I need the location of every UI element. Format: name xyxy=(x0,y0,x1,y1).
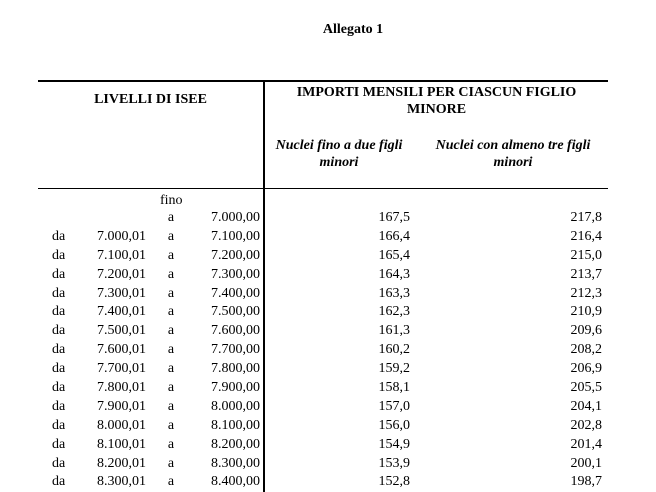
amount-two-children-cell: 153,9 xyxy=(378,455,410,471)
amount-two-children-cell: 163,3 xyxy=(378,285,410,301)
isee-to-cell: 7.300,00 xyxy=(211,266,260,282)
table-row xyxy=(0,436,656,455)
da-cell: da xyxy=(52,436,66,452)
da-cell: da xyxy=(52,474,66,490)
up-to-two-children-header xyxy=(265,137,413,171)
a-cell: a xyxy=(167,380,175,396)
da-cell: da xyxy=(52,380,66,396)
amount-three-children-cell: 201,4 xyxy=(570,436,602,452)
monthly-amounts-header-line2: MINORE xyxy=(406,102,467,117)
amount-three-children-cell: 208,2 xyxy=(570,342,602,358)
a-cell: a xyxy=(167,323,175,339)
a-cell: a xyxy=(167,210,175,225)
amount-three-children-cell: 209,6 xyxy=(570,323,602,339)
table-header-rule xyxy=(38,188,608,189)
isee-to-cell: 7.500,00 xyxy=(211,304,260,320)
table-row xyxy=(0,322,656,341)
up-to-two-children-header-line2: minori xyxy=(319,155,359,170)
isee-from-cell: 7.500,01 xyxy=(97,323,146,339)
isee-from-cell: 7.600,01 xyxy=(97,342,146,358)
a-cell: a xyxy=(167,342,175,358)
isee-to-cell: 7.900,00 xyxy=(211,380,260,396)
table-row xyxy=(0,455,656,474)
da-cell: da xyxy=(52,266,66,282)
table-row xyxy=(0,417,656,436)
table-row xyxy=(0,285,656,304)
da-cell: da xyxy=(52,247,66,263)
amount-three-children-cell: 213,7 xyxy=(570,266,602,282)
three-or-more-children-header-line2: minori xyxy=(493,155,533,170)
isee-from-cell: 8.300,01 xyxy=(97,474,146,490)
table-row xyxy=(0,473,656,492)
a-cell: a xyxy=(167,417,175,433)
a-cell: a xyxy=(167,228,175,244)
amount-two-children-cell: 152,8 xyxy=(378,474,410,490)
amount-two-children-cell: 160,2 xyxy=(378,342,410,358)
a-cell: a xyxy=(167,304,175,320)
isee-to-cell: 7.100,00 xyxy=(211,228,260,244)
amount-two-children-cell: 157,0 xyxy=(378,398,410,414)
da-cell: da xyxy=(52,455,66,471)
amount-two-children-cell: 158,1 xyxy=(378,380,410,396)
page-title: Allegato 1 xyxy=(322,22,384,37)
amount-three-children-cell: 200,1 xyxy=(570,455,602,471)
monthly-amounts-header-line1: IMPORTI MENSILI PER CIASCUN FIGLIO xyxy=(296,85,577,100)
isee-to-cell: 7.200,00 xyxy=(211,247,260,263)
a-cell: a xyxy=(167,474,175,490)
amount-three-children-cell: 206,9 xyxy=(570,361,602,377)
amount-two-children-cell: 167,5 xyxy=(378,210,410,225)
table-row xyxy=(0,398,656,417)
isee-to-cell: 8.300,00 xyxy=(211,455,260,471)
isee-to-cell: 7.000,00 xyxy=(211,210,260,225)
isee-to-cell: 8.200,00 xyxy=(211,436,260,452)
amount-three-children-cell: 210,9 xyxy=(570,304,602,320)
table-row xyxy=(0,228,656,247)
amount-three-children-cell: 212,3 xyxy=(570,285,602,301)
monthly-amounts-header xyxy=(265,84,608,118)
a-cell: a xyxy=(167,436,175,452)
isee-to-cell: 7.600,00 xyxy=(211,323,260,339)
da-cell: da xyxy=(52,342,66,358)
da-cell: da xyxy=(52,228,66,244)
table-row xyxy=(0,303,656,322)
isee-levels-header: LIVELLI DI ISEE xyxy=(94,92,207,107)
amount-two-children-cell: 162,3 xyxy=(378,304,410,320)
a-cell: a xyxy=(167,398,175,414)
isee-from-cell: 8.000,01 xyxy=(97,417,146,433)
amount-three-children-cell: 217,8 xyxy=(570,210,602,225)
isee-from-cell: 7.800,01 xyxy=(97,380,146,396)
da-cell: da xyxy=(52,398,66,414)
table-row xyxy=(0,341,656,360)
isee-from-cell: 7.700,01 xyxy=(97,361,146,377)
amount-three-children-cell: 215,0 xyxy=(570,247,602,263)
amount-two-children-cell: 164,3 xyxy=(378,266,410,282)
isee-from-cell: 7.900,01 xyxy=(97,398,146,414)
table-row xyxy=(0,379,656,398)
a-cell: a xyxy=(167,361,175,377)
a-cell: a xyxy=(167,455,175,471)
da-cell: da xyxy=(52,323,66,339)
amount-two-children-cell: 165,4 xyxy=(378,247,410,263)
isee-from-cell: 7.300,01 xyxy=(97,285,146,301)
da-cell: da xyxy=(52,361,66,377)
isee-to-cell: 8.000,00 xyxy=(211,398,260,414)
amount-two-children-cell: 166,4 xyxy=(378,228,410,244)
up-to-two-children-header-line1: Nuclei fino a due figli xyxy=(275,138,403,153)
amount-two-children-cell: 161,3 xyxy=(378,323,410,339)
da-cell: da xyxy=(52,417,66,433)
amount-two-children-cell: 159,2 xyxy=(378,361,410,377)
isee-from-cell: 8.200,01 xyxy=(97,455,146,471)
amount-three-children-cell: 216,4 xyxy=(570,228,602,244)
amount-two-children-cell: 154,9 xyxy=(378,436,410,452)
fino-label: fino xyxy=(160,193,183,208)
three-or-more-children-header xyxy=(418,137,608,171)
da-cell: da xyxy=(52,285,66,301)
isee-to-cell: 7.400,00 xyxy=(211,285,260,301)
isee-table-body xyxy=(0,209,656,492)
isee-from-cell: 7.000,01 xyxy=(97,228,146,244)
isee-to-cell: 8.100,00 xyxy=(211,417,260,433)
amount-three-children-cell: 205,5 xyxy=(570,380,602,396)
table-row xyxy=(0,266,656,285)
table-row xyxy=(0,360,656,379)
table-row xyxy=(0,209,656,228)
a-cell: a xyxy=(167,247,175,263)
amount-three-children-cell: 198,7 xyxy=(570,474,602,490)
three-or-more-children-header-line1: Nuclei con almeno tre figli xyxy=(435,138,591,153)
table-top-rule xyxy=(38,80,608,82)
table-row xyxy=(0,247,656,266)
amount-two-children-cell: 156,0 xyxy=(378,417,410,433)
isee-from-cell: 7.400,01 xyxy=(97,304,146,320)
a-cell: a xyxy=(167,266,175,282)
isee-from-cell: 8.100,01 xyxy=(97,436,146,452)
isee-from-cell: 7.200,01 xyxy=(97,266,146,282)
a-cell: a xyxy=(167,285,175,301)
isee-to-cell: 7.800,00 xyxy=(211,361,260,377)
amount-three-children-cell: 202,8 xyxy=(570,417,602,433)
isee-to-cell: 7.700,00 xyxy=(211,342,260,358)
isee-to-cell: 8.400,00 xyxy=(211,474,260,490)
da-cell: da xyxy=(52,304,66,320)
amount-three-children-cell: 204,1 xyxy=(570,398,602,414)
isee-from-cell: 7.100,01 xyxy=(97,247,146,263)
